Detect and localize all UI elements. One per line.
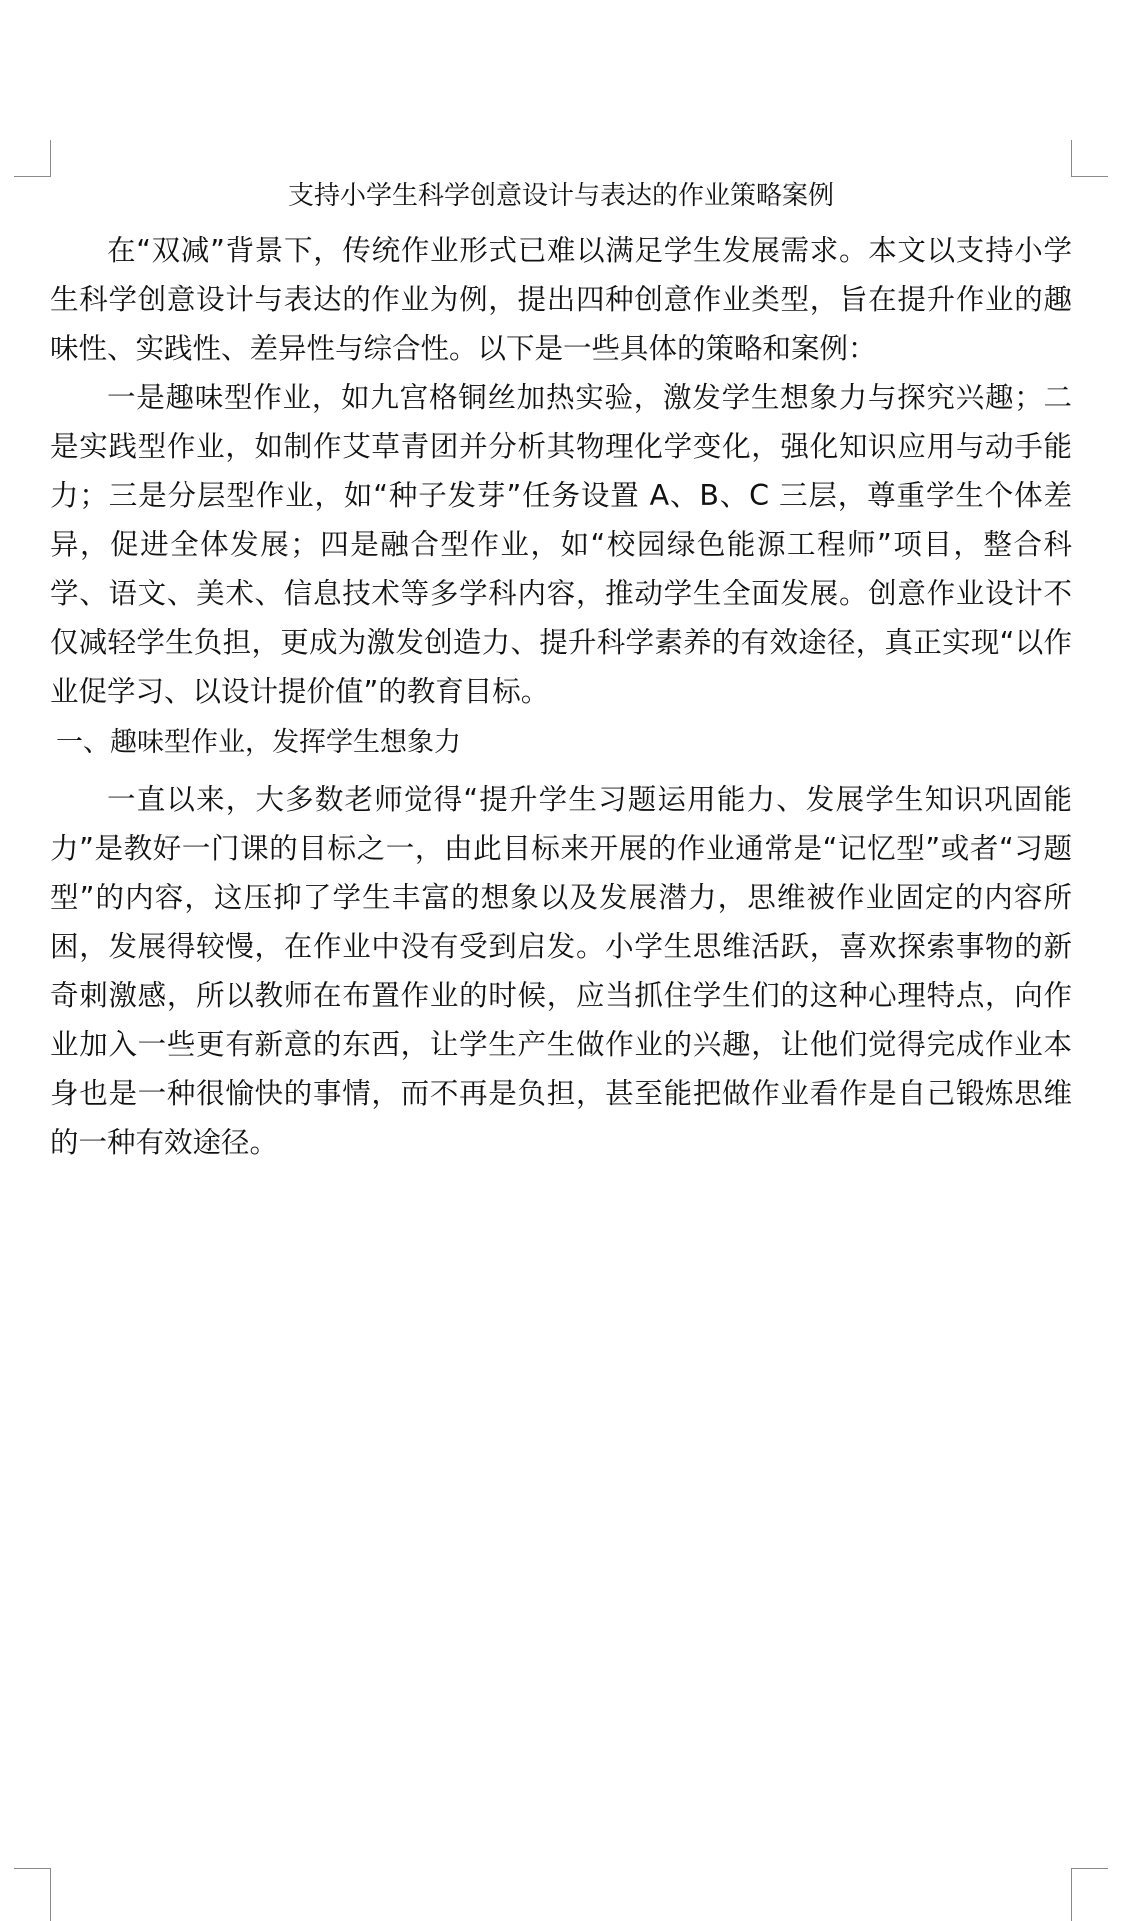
document-title: 支持小学生科学创意设计与表达的作业策略案例: [287, 181, 834, 211]
crop-mark-top-left: [14, 140, 51, 177]
section-heading: 一、趣味型作业，发挥学生想象力: [56, 727, 461, 758]
crop-mark-top-right: [1071, 140, 1108, 177]
section-paragraph: 一直以来，大多数老师觉得“提升学生习题运用能力、发展学生知识巩固能力”是教好一门课的目标之一，由此目标来开展的作业通常是“记忆型”或者“习题型”的内容，这压抑了学生丰富的想象以及发展潜力，思维被作业固定的内容所困，发展得较慢，在作业中没有受到启发。小学生思维活跃，喜欢探索事物的新奇刺激感，所以教师在布置作业的时候，应当抓住学生们的这种心理特点，向作业加入一些更有新意的东西，让学生产生做作业的兴趣，让他们觉得完成作业本身也是一种很愉快的事情，而不再是负担，甚至能把做作业看作是自己锻炼思维的一种有效途径。: [50, 783, 1072, 1159]
crop-mark-bottom-right: [1071, 1868, 1108, 1921]
document-body: [50, 172, 1072, 1167]
strategies-paragraph: 一是趣味型作业，如九宫格铜丝加热实验，激发学生想象力与探究兴趣；二是实践型作业，如制作艾草青团并分析其物理化学变化，强化知识应用与动手能力；三是分层型作业，如“种子发芽”任务设置 A、B、C 三层，尊重学生个体差异，促进全体发展；四是融合型作业，如“校园绿色能源工程师”项目，整合科学、语文、美术、信息技术等多学科内容，推动学生全面发展。创意作业设计不仅减轻学生负担，更成为激发创造力、提升科学素养的有效途径，真正实现“以作业促学习、以设计提价值”的教育目标。: [50, 381, 1072, 708]
crop-mark-bottom-left: [14, 1868, 51, 1921]
intro-paragraph: 在“双减”背景下，传统作业形式已难以满足学生发展需求。本文以支持小学生科学创意设计与表达的作业为例，提出四种创意作业类型，旨在提升作业的趣味性、实践性、差异性与综合性。以下是一些具体的策略和案例：: [50, 234, 1072, 365]
